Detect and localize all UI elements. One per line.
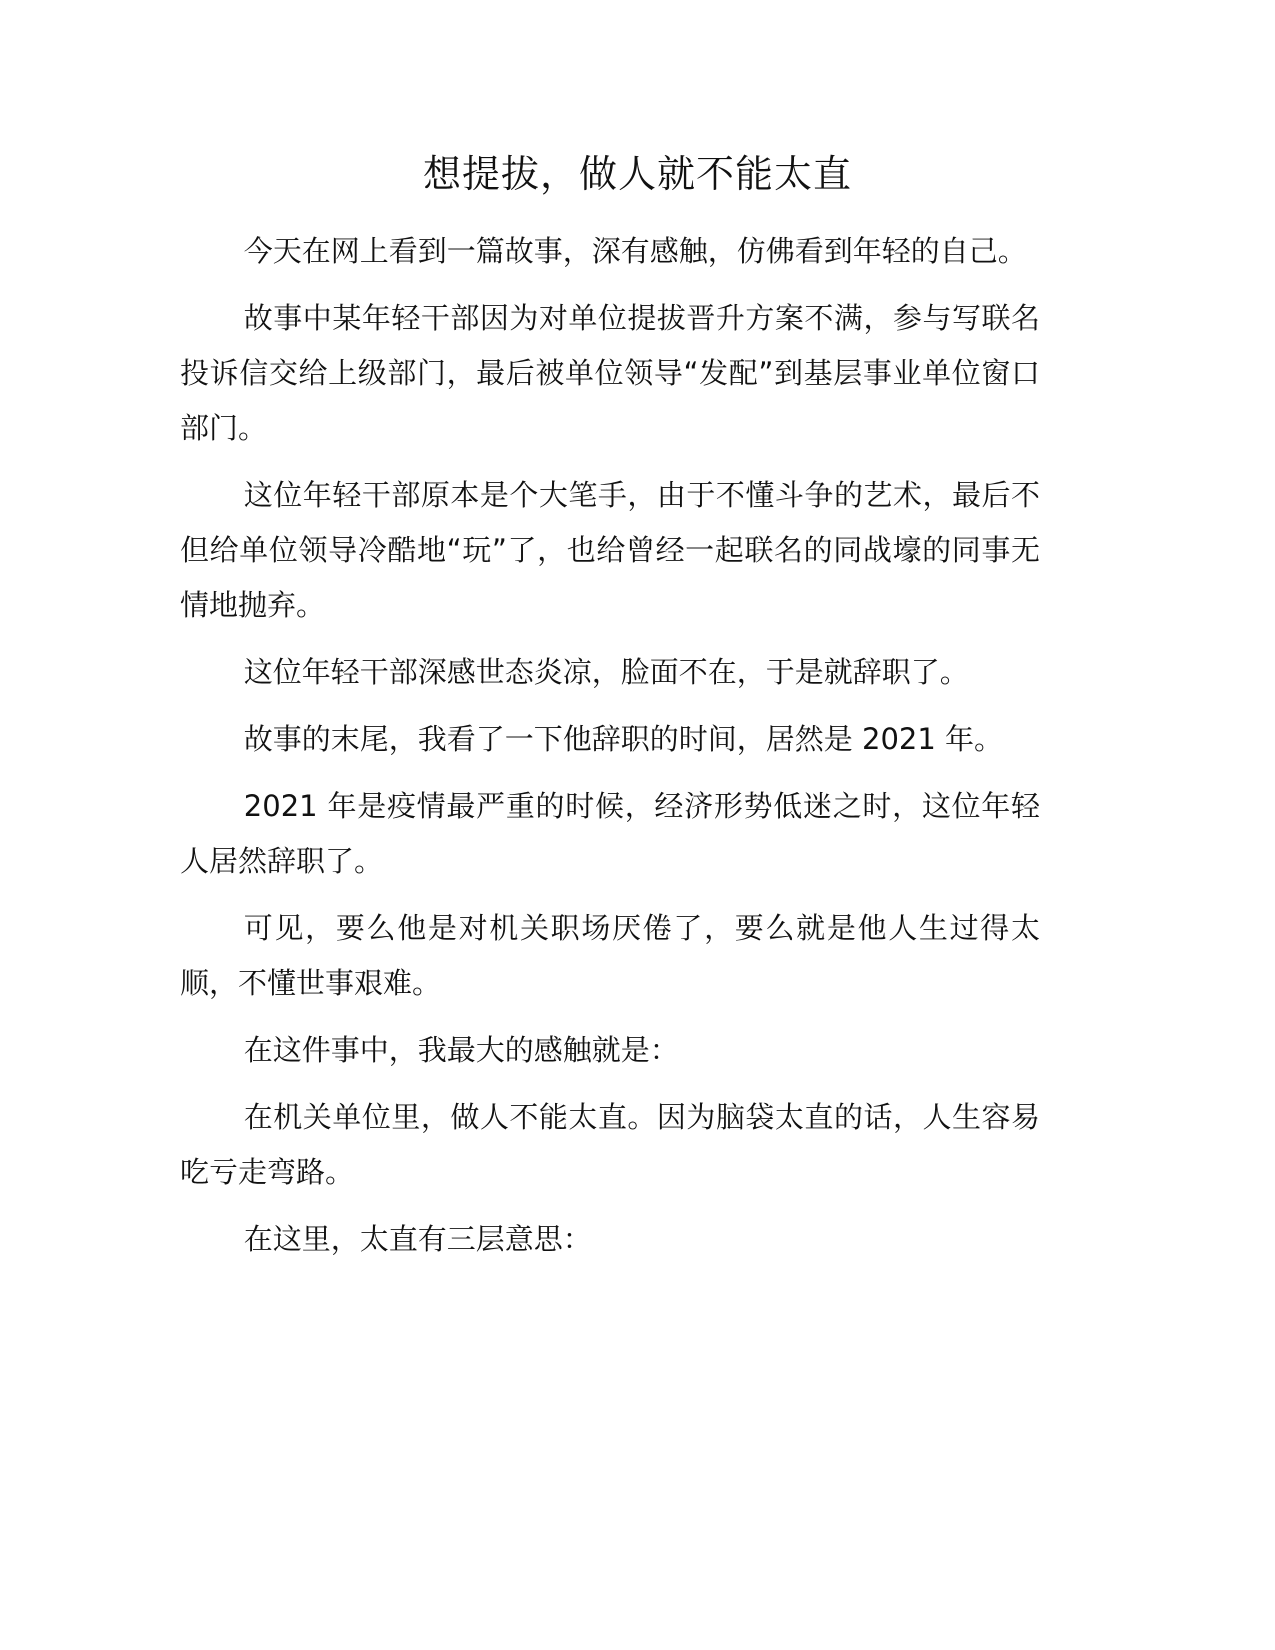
paragraph: 在这里，太直有三层意思：	[243, 1222, 592, 1256]
paragraph: 在这件事中，我最大的感触就是：	[243, 1033, 679, 1067]
paragraph: 这位年轻干部深感世态炎凉，脸面不在，于是就辞职了。	[243, 655, 969, 689]
paragraph: 今天在网上看到一篇故事，深有感触，仿佛看到年轻的自己。	[243, 234, 1027, 268]
paragraph: 这位年轻干部原本是个大笔手，由于不懂斗争的艺术，最后不但给单位领导冷酷地“玩”了，也给曾经一起联名的同战壕的同事无情地抛弃。	[180, 478, 1040, 622]
paragraph: 可见，要么他是对机关职场厌倦了，要么就是他人生过得太顺，不懂世事艰难。	[180, 911, 1040, 1000]
paragraph: 2021 年是疫情最严重的时候，经济形势低迷之时，这位年轻人居然辞职了。	[180, 789, 1040, 878]
paragraph: 故事中某年轻干部因为对单位提拔晋升方案不满，参与写联名投诉信交给上级部门，最后被单位领导“发配”到基层事业单位窗口部门。	[180, 301, 1040, 445]
document-title: 想提拔，做人就不能太直	[422, 152, 852, 196]
document-body	[180, 224, 1040, 1279]
paragraph: 故事的末尾，我看了一下他辞职的时间，居然是 2021 年。	[243, 722, 1004, 756]
paragraph: 在机关单位里，做人不能太直。因为脑袋太直的话，人生容易吃亏走弯路。	[180, 1100, 1040, 1189]
